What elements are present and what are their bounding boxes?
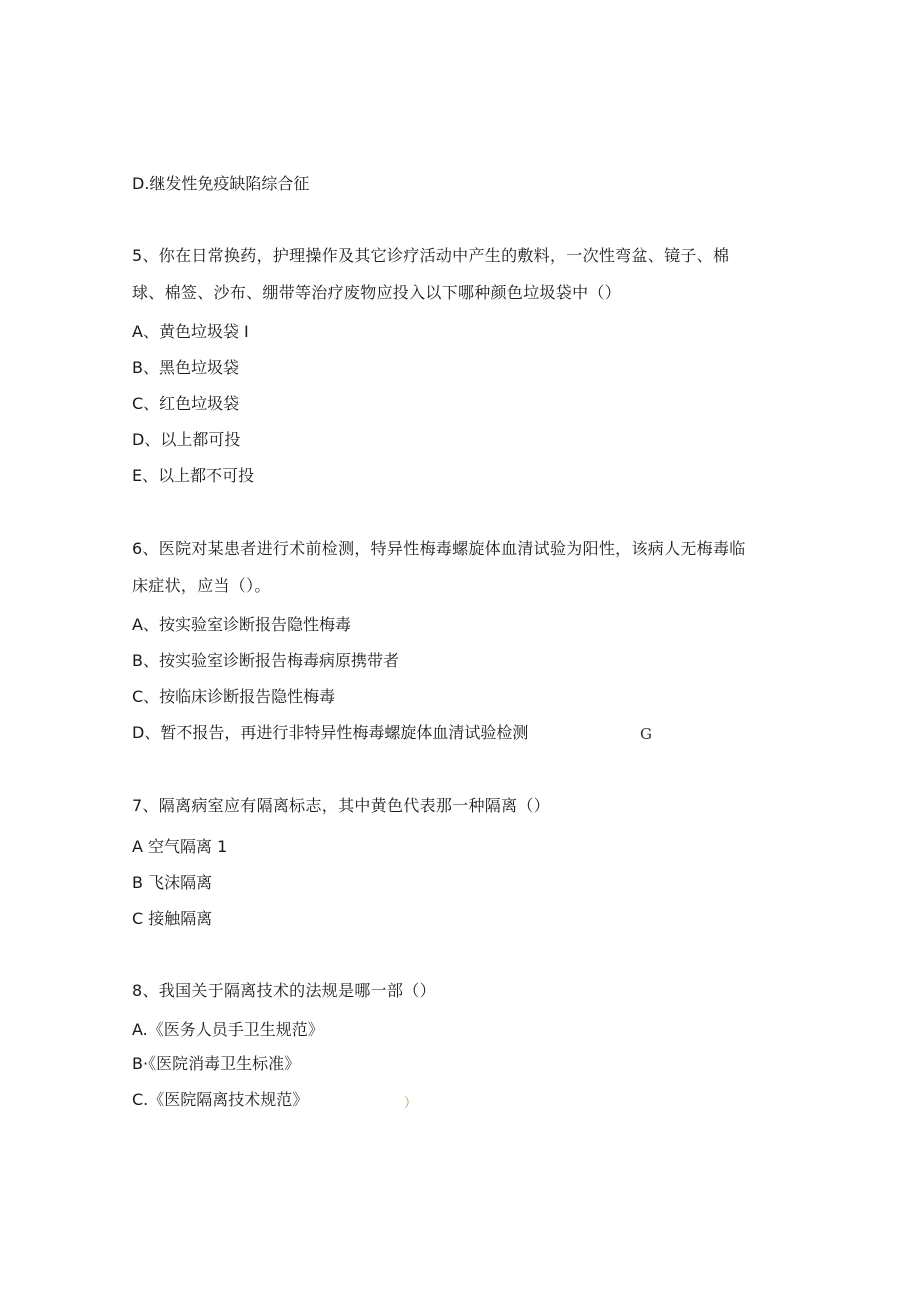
q8-option-c: C.《医院隔离技术规范》 (132, 1090, 309, 1109)
q6-option-a: A、按实验室诊断报告隐性梅毒 (132, 615, 351, 634)
stray-mark-g: G (640, 725, 652, 743)
q8-option-a: A.《医务人员手卫生规范》 (132, 1020, 324, 1039)
q5-stem-line1: 5、你在日常换药，护理操作及其它诊疗活动中产生的敷料，一次性弯盆、镜子、棉 (132, 246, 730, 265)
q8-stem: 8、我国关于隔离技术的法规是哪一部（） (132, 981, 436, 1000)
q6-option-d: D、暂不报告，再进行非特异性梅毒螺旋体血清试验检测 (132, 723, 529, 742)
stray-mark-paren: ） (404, 1096, 418, 1111)
q5-option-e: E、以上都不可投 (132, 466, 255, 485)
q4-option-d: D.继发性免疫缺陷综合征 (132, 174, 310, 193)
q6-option-c: C、按临床诊断报告隐性梅毒 (132, 687, 336, 706)
q6-option-b: B、按实验室诊断报告梅毒病原携带者 (132, 651, 399, 670)
q7-option-b: B 飞沫隔离 (132, 873, 213, 892)
q7-option-a: A 空气隔离 1 (132, 837, 228, 856)
q5-option-c: C、红色垃圾袋 (132, 394, 240, 413)
q7-option-c: C 接触隔离 (132, 909, 213, 928)
q6-stem-line2: 床症状，应当（）。 (132, 576, 271, 595)
q6-stem-line1: 6、医院对某患者进行术前检测，特异性梅毒螺旋体血清试验为阳性，该病人无梅毒临 (132, 539, 746, 558)
q5-stem-line2: 球、棉签、沙布、绷带等治疗废物应投入以下哪种颜色垃圾袋中（） (132, 283, 622, 302)
q5-option-a: A、黄色垃圾袋 I (132, 322, 249, 341)
q5-option-d: D、以上都可投 (132, 430, 241, 449)
q8-option-b: B·《医院消毒卫生标准》 (132, 1054, 301, 1073)
q5-option-b: B、黑色垃圾袋 (132, 358, 239, 377)
q7-stem: 7、隔离病室应有隔离标志，其中黄色代表那一种隔离（） (132, 796, 550, 815)
